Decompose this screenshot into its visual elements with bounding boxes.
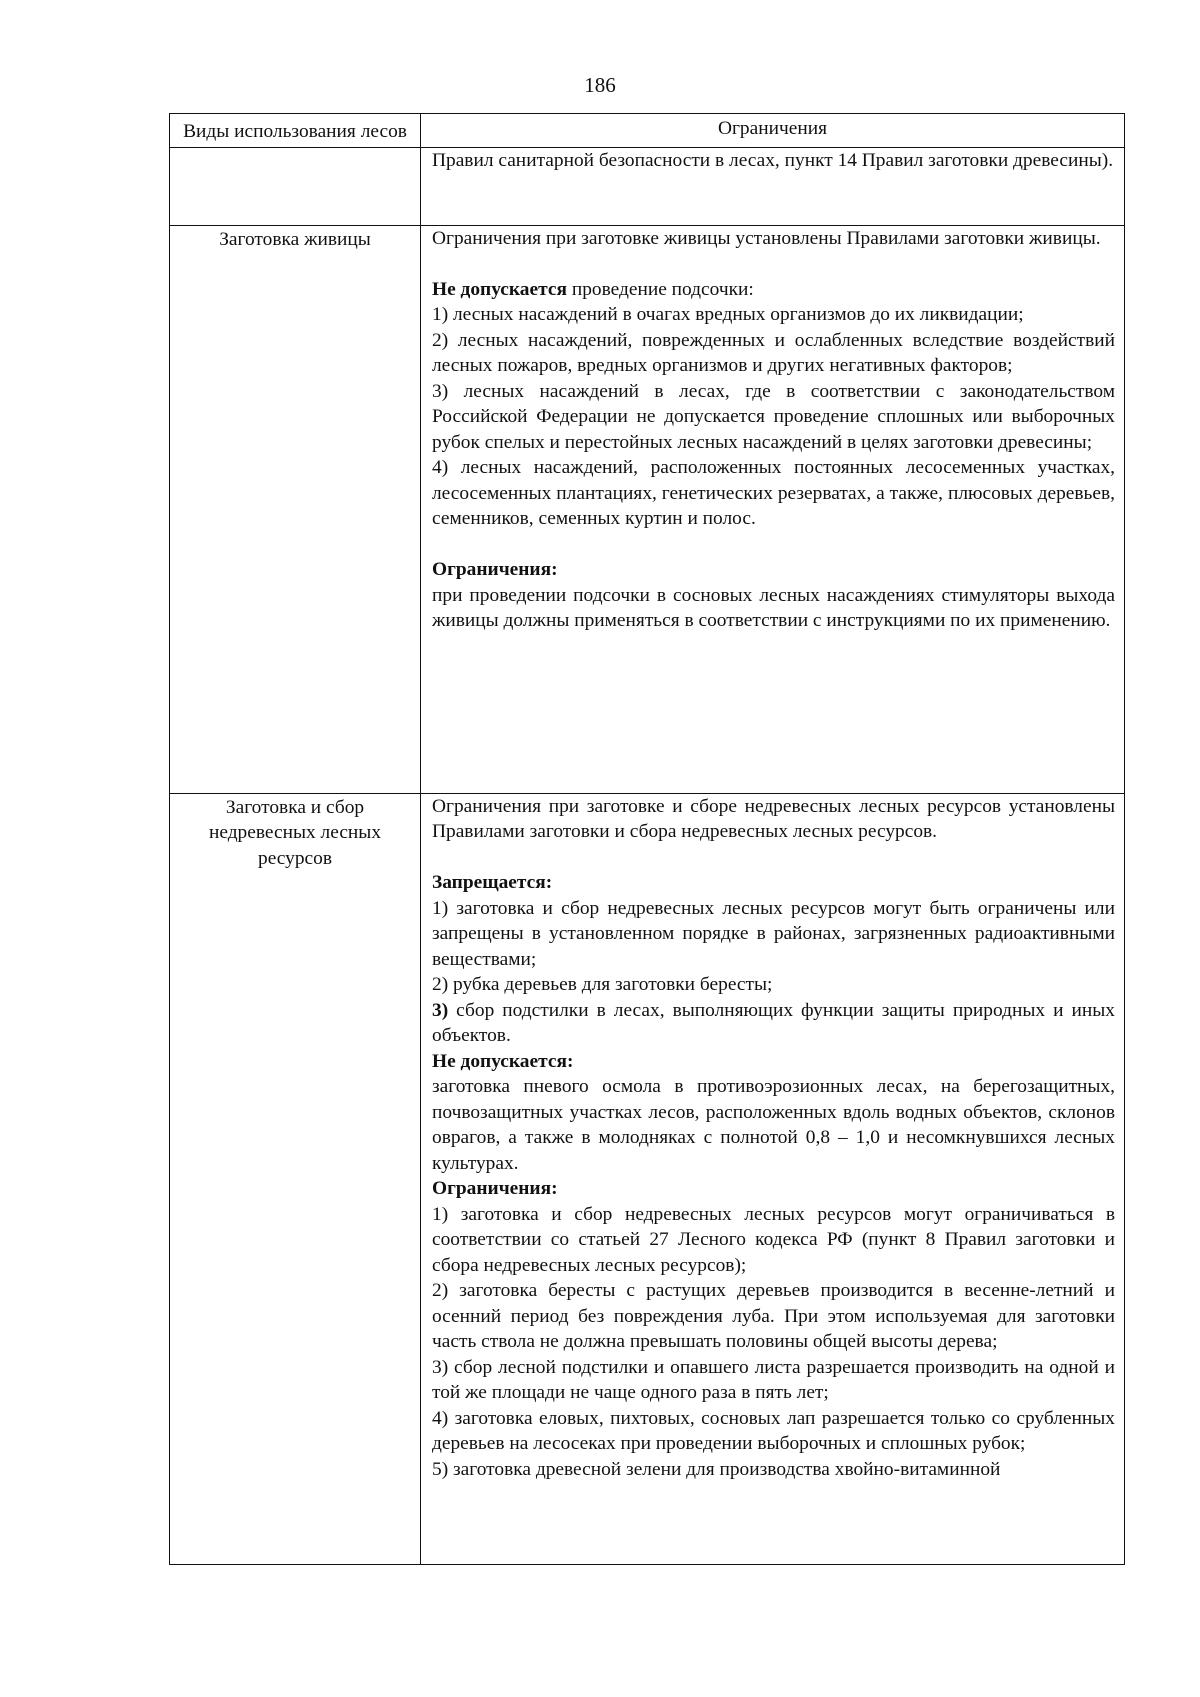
row-type-label: Заготовка живицы <box>219 228 371 250</box>
row-type-cell <box>170 793 421 1564</box>
list-item: 2) лесных насаждений, поврежденных и ослабленных вследствие воздействий лесных пожаров, вредных организмов и других негативных факторов; <box>432 329 1115 376</box>
table-row <box>170 225 1125 793</box>
intro-paragraph: Ограничения при заготовке живицы установлены Правилами заготовки живицы. <box>432 227 1101 249</box>
list-item: 5) заготовка древесной зелени для производства хвойно-витаминной <box>432 1458 1001 1480</box>
list-item: 2) рубка деревьев для заготовки бересты; <box>432 974 773 995</box>
list-item: 3) лесных насаждений в лесах, где в соответствии с законодательством Российской Федерации не допускается проведение сплошных или выборочных рубок спелых и перестойных лесных насаждений в целях заготовки древесины; <box>432 380 1115 453</box>
list-item: 1) заготовка и сбор недревесных лесных ресурсов могут ограничиваться в соответствии со статьей 27 Лесного кодекса РФ (пункт 8 Правил заготовки и сбора недревесных лесных ресурсов); <box>432 1203 1115 1276</box>
list-item: 4) заготовка еловых, пихтовых, сосновых лап разрешается только со срубленных деревьев на лесосеках при проведении выборочных и сплошных рубок; <box>432 1407 1115 1454</box>
table-row <box>170 147 1125 225</box>
not-allowed-rest: проведение подсочки: <box>566 278 754 300</box>
header-restrictions: Ограничения <box>421 114 1125 148</box>
continuation-paragraph: Правил санитарной безопасности в лесах, пункт 14 Правил заготовки древесины). <box>432 149 1114 171</box>
restrictions-heading: Ограничения: <box>432 1178 558 1199</box>
intro-paragraph: Ограничения при заготовке и сборе недревесных лесных ресурсов установлены Правилами заготовки и сбора недревесных лесных ресурсов. <box>432 795 1115 842</box>
restrictions-text: при проведении подсочки в сосновых лесных насаждениях стимуляторы выхода живицы должны применяться в соответствии с инструкциями по их применению. <box>432 584 1115 631</box>
prohibited-heading: Запрещается: <box>432 872 553 893</box>
row-type-cell <box>170 147 421 225</box>
list-item: 4) лесных насаждений, расположенных постоянных лесосеменных участках, лесосеменных плантациях, генетических резерватах, а также, плюсовых деревьев, семенников, семенных куртин и полос. <box>432 457 1115 529</box>
not-allowed-heading: Не допускается: <box>432 1050 574 1072</box>
not-allowed-text: заготовка пневого осмола в противоэрозионных лесах, на берегозащитных, почвозащитных участках лесов, расположенных вдоль водных объектов, склонов оврагов, а также в молодняках с полнотой 0,8 – 1,0 и несомкнувшихся лесных культурах. <box>432 1076 1115 1174</box>
list-item <box>432 998 1115 1049</box>
list-item-number: 3) <box>432 999 449 1021</box>
row-restrictions-cell <box>421 793 1125 1564</box>
list-item: 1) заготовка и сбор недревесных лесных ресурсов могут быть ограничены или запрещены в установленном порядке в районах, загрязненных радиоактивными веществами; <box>432 897 1115 970</box>
row-type-label: Заготовка и сбор недревесных лесных ресурсов <box>208 796 382 869</box>
restrictions-heading: Ограничения: <box>432 559 558 580</box>
table-header-row <box>170 114 1125 148</box>
row-restrictions-cell <box>421 147 1125 225</box>
list-item: 1) лесных насаждений в очагах вредных организмов до их ликвидации; <box>432 304 1024 325</box>
row-type-cell <box>170 225 421 793</box>
row-restrictions-cell <box>421 225 1125 793</box>
not-allowed-heading: Не допускается <box>432 278 567 300</box>
list-item: 3) сбор лесной подстилки и опавшего листа разрешается производить на одной и той же площади не чаще одного раза в пять лет; <box>432 1356 1115 1403</box>
not-allowed-paragraph <box>432 277 1115 303</box>
header-forest-use-types: Виды использования лесов <box>170 114 421 148</box>
list-item-text: сбор подстилки в лесах, выполняющих функции защиты природных и иных объектов. <box>432 999 1115 1046</box>
table-row <box>170 793 1125 1564</box>
list-item: 2) заготовка бересты с растущих деревьев производится в весенне-летний и осенний период без повреждения луба. При этом используемая для заготовки часть ствола не должна превышать половины общей высоты дерева; <box>432 1280 1115 1352</box>
restrictions-table <box>169 113 1125 1565</box>
page-number: 186 <box>584 73 616 97</box>
